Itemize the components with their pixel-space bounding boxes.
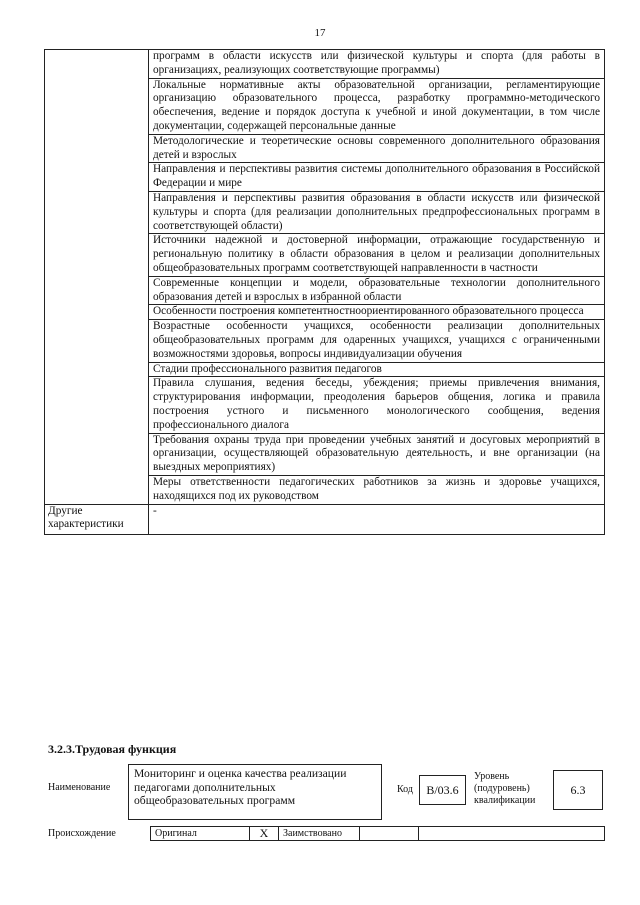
- origin-empty-cell: [359, 826, 419, 841]
- origin-row: [150, 826, 605, 841]
- knowledge-item: Требования охраны труда при проведении учебных занятий и досуговых мероприятий в организации, осуществляющей образовательную деятельность, и вне организации (на выездных мероприятиях): [149, 433, 605, 475]
- knowledge-item: Направления и перспективы развития системы дополнительного образования в Российской Федерации и мире: [149, 163, 605, 192]
- section-title: 3.2.3.Трудовая функция: [48, 742, 177, 756]
- origin-empty-cell: [418, 826, 605, 841]
- origin-original-cell: Оригинал: [150, 826, 250, 841]
- knowledge-item: Направления и перспективы развития образования в области искусств или физической культуры и спорта (для реализации дополнительных предпрофессиональных программ в соответствующей области): [149, 191, 605, 233]
- name-label: Наименование: [48, 782, 111, 793]
- knowledge-table: [44, 49, 605, 535]
- origin-mark-cell: X: [249, 826, 279, 841]
- knowledge-item: программ в области искусств или физической культуры и спорта (для работы в организациях, реализующих соответствующие программы): [149, 50, 605, 79]
- knowledge-item: Источники надежной и достоверной информации, отражающие государственную и региональную политику в области образования в целом и реализации дополнительных общеобразовательных программ соответствующей направленности в частности: [149, 234, 605, 276]
- origin-borrowed-cell: Заимствовано: [278, 826, 360, 841]
- knowledge-item: Стадии профессионального развития педагогов: [149, 362, 605, 377]
- knowledge-item: Локальные нормативные акты образовательной организации, регламентирующие организацию образовательного процесса, разработку программно-методического обеспечения, ведение и порядок доступа к учебной и иной документации, в том числе документации, содержащей персональные данные: [149, 78, 605, 134]
- other-characteristics-label: Другие характеристики: [45, 504, 149, 534]
- knowledge-item: Методологические и теоретические основы современного дополнительного образования детей и взрослых: [149, 134, 605, 163]
- level-box: 6.3: [553, 770, 603, 810]
- other-characteristics-value: -: [149, 504, 605, 534]
- knowledge-item: Правила слушания, ведения беседы, убеждения; приемы привлечения внимания, структурирования информации, преодоления барьеров общения, логика и правила построения устного и письменного монологического сообщения, ведения профессионального диалога: [149, 377, 605, 433]
- level-label: Уровень (подуровень) квалификации: [474, 771, 536, 806]
- code-box: B/03.6: [419, 775, 466, 805]
- knowledge-item: Современные концепции и модели, образовательные технологии дополнительного образования детей и взрослых в избранной области: [149, 276, 605, 305]
- knowledge-item: Особенности построения компетентностноориентированного образовательного процесса: [149, 305, 605, 320]
- table-row: [45, 504, 605, 534]
- knowledge-item: Меры ответственности педагогических работников за жизнь и здоровье учащихся, находящихся под их руководством: [149, 475, 605, 504]
- code-label: Код: [397, 784, 413, 795]
- page-number: 17: [314, 27, 326, 39]
- function-name-box: Мониторинг и оценка качества реализации педагогами дополнительных общеобразовательных программ: [128, 764, 382, 820]
- row-category-cell: [45, 50, 149, 505]
- table-row: [45, 50, 605, 79]
- knowledge-item: Возрастные особенности учащихся, особенности реализации дополнительных общеобразовательных программ для одаренных учащихся, учащихся с ограниченными возможностями здоровья, вопросы индивидуализации обучения: [149, 320, 605, 362]
- origin-label: Происхождение: [48, 828, 116, 839]
